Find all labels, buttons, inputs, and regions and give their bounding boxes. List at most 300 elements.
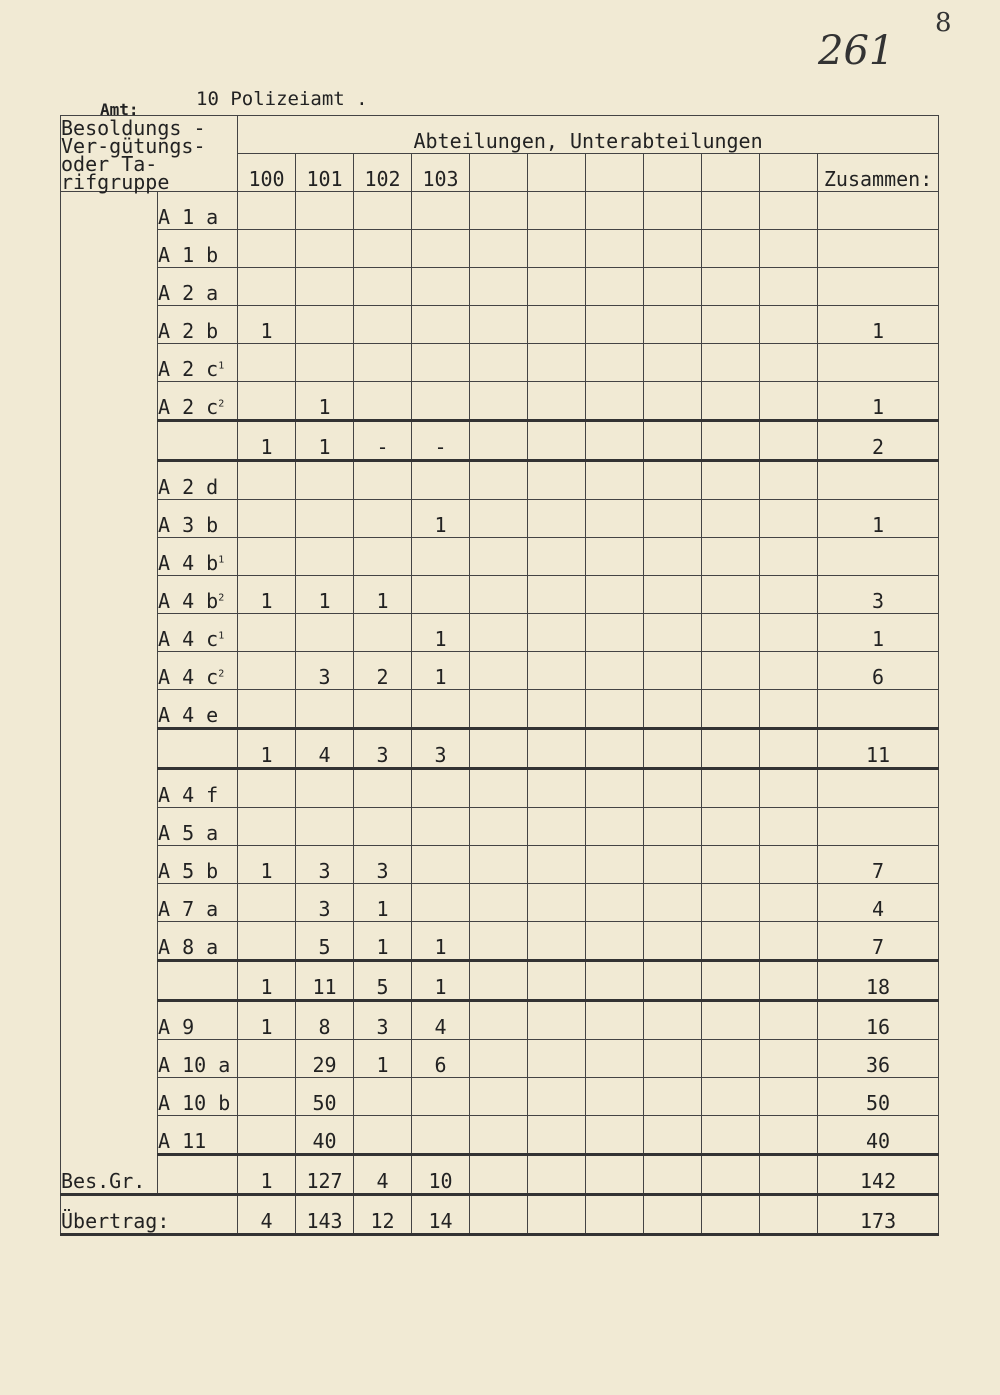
subtotal-row (61, 1155, 939, 1195)
sum-cell: 50 (818, 1078, 939, 1116)
row-label (158, 306, 238, 344)
blank-cell (760, 961, 818, 1001)
table-row (61, 192, 939, 230)
blank-cell (470, 884, 528, 922)
blank-cell (528, 922, 586, 961)
blank-cell (528, 690, 586, 729)
cell-102 (354, 538, 412, 576)
blank-cell (702, 690, 760, 729)
blank-cell (528, 192, 586, 230)
cell-101 (296, 808, 354, 846)
blank-cell (528, 961, 586, 1001)
cell-101: 3 (296, 846, 354, 884)
row-label (158, 922, 238, 961)
row-label-superscript: 2 (218, 592, 225, 604)
sum-cell: 11 (818, 729, 939, 769)
cell-100: 1 (238, 729, 296, 769)
cell-102: 3 (354, 729, 412, 769)
sum-cell: 1 (818, 306, 939, 344)
cell-103: 6 (412, 1040, 470, 1078)
group-header: Besoldungs - Ver-gütungs-oder Ta-rifgruppe (61, 116, 238, 192)
row-label-superscript: 2 (218, 668, 225, 680)
cell-102 (354, 461, 412, 500)
blank-column-header (586, 154, 644, 192)
blank-cell (470, 1040, 528, 1078)
cell-103 (412, 344, 470, 382)
cell-100 (238, 192, 296, 230)
blank-cell (470, 769, 528, 808)
blank-cell (528, 1040, 586, 1078)
cell-101: 50 (296, 1078, 354, 1116)
cell-101 (296, 614, 354, 652)
blank-cell (644, 576, 702, 614)
cell-100: 1 (238, 306, 296, 344)
blank-cell (528, 382, 586, 421)
blank-cell (470, 192, 528, 230)
cell-100: 1 (238, 1001, 296, 1040)
cell-100 (238, 500, 296, 538)
blank-cell (470, 1001, 528, 1040)
row-label (158, 1040, 238, 1078)
sum-cell: 1 (818, 382, 939, 421)
blank-cell (586, 500, 644, 538)
sum-cell (818, 344, 939, 382)
blank-cell (644, 769, 702, 808)
subtotal-row (61, 421, 939, 461)
table-row (61, 614, 939, 652)
sum-cell (818, 690, 939, 729)
row-label-text: A 4 f (158, 783, 219, 807)
blank-cell (760, 421, 818, 461)
blank-cell (702, 769, 760, 808)
blank-cell (528, 1155, 586, 1195)
row-label-text: A 4 c (158, 627, 219, 651)
cell-101 (296, 500, 354, 538)
row-label (158, 690, 238, 729)
blank-cell (644, 461, 702, 500)
cell-101 (296, 192, 354, 230)
blank-cell (760, 1001, 818, 1040)
sum-cell: 4 (818, 884, 939, 922)
blank-cell (760, 922, 818, 961)
blank-cell (528, 808, 586, 846)
row-label-superscript: 1 (218, 630, 225, 642)
blank-cell (702, 614, 760, 652)
blank-cell (528, 652, 586, 690)
cell-103 (412, 1116, 470, 1155)
blank-cell (760, 192, 818, 230)
row-label-text: A 5 b (158, 859, 219, 883)
cell-102: 1 (354, 1040, 412, 1078)
blank-cell (644, 690, 702, 729)
blank-cell (702, 421, 760, 461)
blank-cell (528, 576, 586, 614)
blank-cell (528, 1116, 586, 1155)
row-label-text: A 4 e (158, 703, 219, 727)
cell-103 (412, 690, 470, 729)
blank-cell (702, 729, 760, 769)
table-row (61, 344, 939, 382)
blank-cell (702, 306, 760, 344)
blank-cell (760, 614, 818, 652)
cell-102: 1 (354, 576, 412, 614)
blank-cell (586, 230, 644, 268)
table-row (61, 268, 939, 306)
cell-100 (238, 461, 296, 500)
row-label (158, 961, 238, 1001)
table-row (61, 1001, 939, 1040)
table-row (61, 808, 939, 846)
cell-101: 1 (296, 576, 354, 614)
blank-cell (470, 230, 528, 268)
blank-cell (702, 192, 760, 230)
cell-101: 29 (296, 1040, 354, 1078)
cell-101 (296, 344, 354, 382)
blank-cell (760, 344, 818, 382)
blank-cell (586, 614, 644, 652)
blank-cell (644, 1001, 702, 1040)
row-label (158, 729, 238, 769)
cell-100 (238, 769, 296, 808)
cell-103 (412, 1078, 470, 1116)
blank-cell (528, 538, 586, 576)
blank-cell (760, 769, 818, 808)
cell-103 (412, 230, 470, 268)
cell-100 (238, 690, 296, 729)
row-label-text: A 11 (158, 1129, 207, 1153)
cell-100 (238, 922, 296, 961)
cell-103 (412, 808, 470, 846)
table-row (61, 652, 939, 690)
row-label-text: A 2 a (158, 281, 219, 305)
table-row (61, 1040, 939, 1078)
cell-103: - (412, 421, 470, 461)
blank-cell (760, 1195, 818, 1235)
blank-column-header (760, 154, 818, 192)
blank-cell (586, 461, 644, 500)
table-row (61, 1078, 939, 1116)
blank-cell (760, 1040, 818, 1078)
row-label (158, 769, 238, 808)
blank-cell (528, 500, 586, 538)
table-row (61, 382, 939, 421)
cell-100 (238, 652, 296, 690)
blank-cell (644, 884, 702, 922)
row-label (158, 1078, 238, 1116)
blank-cell (586, 961, 644, 1001)
blank-cell (470, 576, 528, 614)
blank-cell (470, 461, 528, 500)
cell-101: 1 (296, 421, 354, 461)
blank-cell (760, 576, 818, 614)
row-label (158, 382, 238, 421)
blank-cell (470, 922, 528, 961)
table-row (61, 884, 939, 922)
blank-cell (470, 268, 528, 306)
sum-cell: 40 (818, 1116, 939, 1155)
cell-103 (412, 382, 470, 421)
blank-cell (528, 884, 586, 922)
blank-cell (586, 1078, 644, 1116)
cell-101: 4 (296, 729, 354, 769)
row-label-text: A 1 a (158, 205, 219, 229)
table-row (61, 690, 939, 729)
row-label (158, 846, 238, 884)
blank-cell (702, 344, 760, 382)
column-header-101: 101 (296, 154, 354, 192)
row-label-text: A 4 b (158, 551, 219, 575)
blank-cell (702, 500, 760, 538)
blank-column-header (470, 154, 528, 192)
cell-100 (238, 268, 296, 306)
blank-cell (586, 922, 644, 961)
blank-cell (644, 1040, 702, 1078)
sum-cell (818, 769, 939, 808)
cell-101 (296, 538, 354, 576)
blank-cell (528, 846, 586, 884)
blank-cell (586, 192, 644, 230)
blank-cell (470, 729, 528, 769)
blank-cell (470, 344, 528, 382)
blank-cell (760, 846, 818, 884)
cell-102 (354, 1078, 412, 1116)
cell-103 (412, 461, 470, 500)
cell-103: 1 (412, 922, 470, 961)
blank-cell (586, 1116, 644, 1155)
table-row (61, 846, 939, 884)
row-label-text: A 8 a (158, 935, 219, 959)
blank-cell (644, 192, 702, 230)
cell-102 (354, 344, 412, 382)
blank-cell (586, 382, 644, 421)
blank-cell (528, 306, 586, 344)
row-label (158, 1001, 238, 1040)
cell-100 (238, 382, 296, 421)
blank-cell (702, 922, 760, 961)
blank-cell (760, 652, 818, 690)
cell-100 (238, 344, 296, 382)
row-label-text: A 2 b (158, 319, 219, 343)
blank-column-header (528, 154, 586, 192)
row-label (158, 652, 238, 690)
blank-cell (470, 808, 528, 846)
cell-100 (238, 1040, 296, 1078)
blank-cell (644, 1155, 702, 1195)
cell-102 (354, 192, 412, 230)
blank-cell (644, 922, 702, 961)
blank-cell (702, 961, 760, 1001)
sum-cell (818, 230, 939, 268)
blank-cell (702, 461, 760, 500)
blank-cell (470, 1078, 528, 1116)
table-row (61, 769, 939, 808)
cell-103: 4 (412, 1001, 470, 1040)
blank-cell (644, 344, 702, 382)
blank-cell (528, 421, 586, 461)
sum-column-header: Zusammen: (818, 154, 939, 192)
blank-cell (760, 1155, 818, 1195)
row-label-superscript: 1 (218, 554, 225, 566)
blank-cell (528, 1078, 586, 1116)
row-label (158, 614, 238, 652)
blank-cell (586, 846, 644, 884)
cell-102 (354, 306, 412, 344)
blank-cell (702, 846, 760, 884)
subtotal-row (61, 729, 939, 769)
cell-101: 8 (296, 1001, 354, 1040)
blank-cell (702, 1195, 760, 1235)
row-label-text: A 4 c (158, 665, 219, 689)
blank-cell (470, 961, 528, 1001)
blank-cell (644, 1078, 702, 1116)
blank-cell (644, 306, 702, 344)
sum-cell: 6 (818, 652, 939, 690)
blank-cell (702, 652, 760, 690)
blank-cell (644, 268, 702, 306)
cell-101 (296, 769, 354, 808)
blank-cell (586, 808, 644, 846)
cell-103 (412, 192, 470, 230)
archive-handwritten-number: 261 (818, 28, 895, 74)
sum-cell (818, 538, 939, 576)
cell-101: 11 (296, 961, 354, 1001)
amt-value: 10 Polizeiamt . (196, 88, 368, 110)
blank-cell (528, 461, 586, 500)
row-label (158, 268, 238, 306)
uebertrag-label: Übertrag: (61, 1195, 238, 1235)
cell-101: 3 (296, 884, 354, 922)
column-header-103: 103 (412, 154, 470, 192)
cell-102 (354, 1116, 412, 1155)
row-label-text: A 5 a (158, 821, 219, 845)
blank-cell (702, 884, 760, 922)
cell-101: 127 (296, 1155, 354, 1195)
sum-cell: 7 (818, 922, 939, 961)
cell-103 (412, 306, 470, 344)
cell-100: 1 (238, 961, 296, 1001)
uebertrag-cell-101: 143 (296, 1195, 354, 1235)
cell-102: 3 (354, 846, 412, 884)
blank-cell (586, 1155, 644, 1195)
blank-cell (702, 1001, 760, 1040)
sum-cell (818, 461, 939, 500)
cell-102 (354, 500, 412, 538)
blank-cell (702, 382, 760, 421)
blank-cell (644, 230, 702, 268)
cell-103: 1 (412, 961, 470, 1001)
blank-cell (470, 652, 528, 690)
blank-cell (470, 306, 528, 344)
blank-cell (760, 461, 818, 500)
cell-100 (238, 1116, 296, 1155)
cell-100 (238, 1078, 296, 1116)
row-label (158, 1116, 238, 1155)
table-body (61, 192, 939, 1235)
cell-102: 1 (354, 922, 412, 961)
cell-103 (412, 846, 470, 884)
sum-cell: 1 (818, 614, 939, 652)
uebertrag-cell-103: 14 (412, 1195, 470, 1235)
blank-cell (586, 1001, 644, 1040)
cell-103: 3 (412, 729, 470, 769)
uebertrag-cell-102: 12 (354, 1195, 412, 1235)
blank-cell (760, 500, 818, 538)
blank-cell (586, 884, 644, 922)
blank-cell (644, 729, 702, 769)
cell-102: 2 (354, 652, 412, 690)
blank-cell (470, 846, 528, 884)
blank-cell (644, 846, 702, 884)
row-label (158, 500, 238, 538)
cell-103: 1 (412, 614, 470, 652)
blank-cell (760, 268, 818, 306)
row-label (158, 344, 238, 382)
blank-cell (470, 500, 528, 538)
blank-cell (644, 614, 702, 652)
cell-102 (354, 268, 412, 306)
cell-102 (354, 382, 412, 421)
blank-cell (760, 382, 818, 421)
blank-cell (644, 421, 702, 461)
row-label (158, 1155, 238, 1195)
blank-cell (586, 690, 644, 729)
cell-100 (238, 614, 296, 652)
blank-cell (760, 729, 818, 769)
blank-cell (528, 769, 586, 808)
row-label-text: A 9 (158, 1015, 195, 1039)
row-label (158, 538, 238, 576)
blank-cell (644, 961, 702, 1001)
blank-cell (702, 808, 760, 846)
group-prefix: Bes.Gr. (61, 192, 158, 1195)
uebertrag-row (61, 1195, 939, 1235)
cell-101 (296, 461, 354, 500)
uebertrag-cell-100: 4 (238, 1195, 296, 1235)
blank-cell (586, 729, 644, 769)
cell-100 (238, 230, 296, 268)
blank-cell (470, 1155, 528, 1195)
blank-cell (470, 538, 528, 576)
blank-cell (760, 1078, 818, 1116)
cell-101: 1 (296, 382, 354, 421)
sum-cell: 142 (818, 1155, 939, 1195)
blank-cell (760, 306, 818, 344)
sum-cell (818, 192, 939, 230)
blank-cell (760, 884, 818, 922)
blank-cell (760, 1116, 818, 1155)
table-row (61, 576, 939, 614)
blank-cell (586, 268, 644, 306)
sum-cell: 7 (818, 846, 939, 884)
blank-cell (702, 1155, 760, 1195)
blank-cell (702, 230, 760, 268)
cell-103 (412, 769, 470, 808)
blank-column-header (644, 154, 702, 192)
cell-103 (412, 884, 470, 922)
cell-100 (238, 808, 296, 846)
blank-cell (528, 344, 586, 382)
row-label (158, 461, 238, 500)
cell-101: 5 (296, 922, 354, 961)
cell-101 (296, 690, 354, 729)
cell-100: 1 (238, 1155, 296, 1195)
blank-cell (470, 1195, 528, 1235)
department-header: Abteilungen, Unterabteilungen (238, 116, 939, 154)
blank-cell (702, 268, 760, 306)
row-label (158, 808, 238, 846)
cell-100: 1 (238, 421, 296, 461)
cell-103 (412, 576, 470, 614)
